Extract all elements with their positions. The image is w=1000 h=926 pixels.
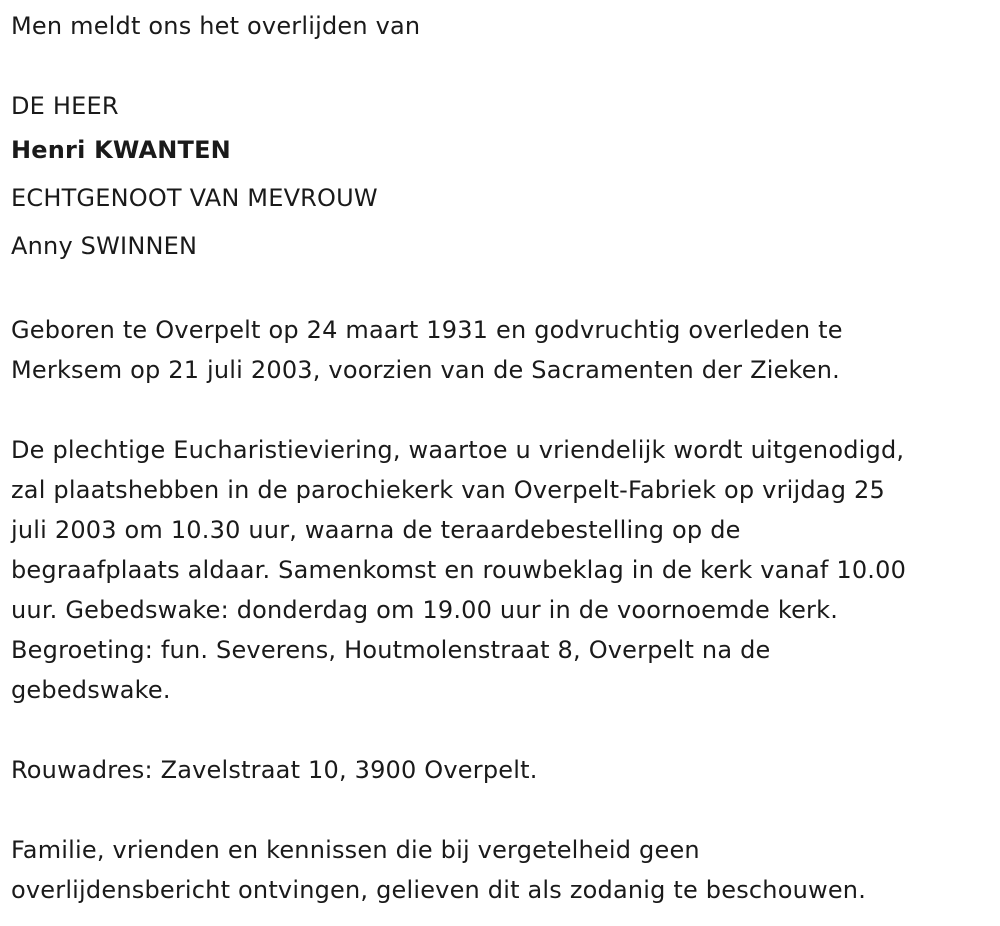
paragraph-line: Familie, vrienden en kennissen die bij vergetelheid geen — [11, 836, 700, 864]
birth-death-paragraph — [11, 310, 996, 390]
paragraph-line: De plechtige Eucharistieviering, waartoe u vriendelijk wordt uitgenodigd, — [11, 436, 905, 464]
paragraph-line: zal plaatshebben in de parochiekerk van Overpelt-Fabriek op vrijdag 25 — [11, 476, 885, 504]
paragraph-line: juli 2003 om 10.30 uur, waarna de teraardebestelling op de — [11, 516, 741, 544]
intro-text: Men meldt ons het overlijden van — [11, 12, 421, 40]
paragraph-line: Begroeting: fun. Severens, Houtmolenstraat 8, Overpelt na de — [11, 636, 771, 664]
paragraph-line: Geboren te Overpelt op 24 maart 1931 en godvruchtig overleden te — [11, 316, 843, 344]
spouse-name: Anny SWINNEN — [11, 232, 198, 260]
paragraph-line: overlijdensbericht ontvingen, gelieven dit als zodanig te beschouwen. — [11, 876, 867, 904]
paragraph-line: gebedswake. — [11, 676, 171, 704]
paragraph-line: uur. Gebedswake: donderdag om 19.00 uur in de voornoemde kerk. — [11, 596, 839, 624]
closing-paragraph — [11, 830, 996, 910]
honorific: DE HEER — [11, 92, 119, 120]
mourning-address: Rouwadres: Zavelstraat 10, 3900 Overpelt. — [11, 756, 538, 784]
paragraph-line: begraafplaats aldaar. Samenkomst en rouwbeklag in de kerk vanaf 10.00 — [11, 556, 907, 584]
spouse-prefix: ECHTGENOOT VAN MEVROUW — [11, 184, 378, 212]
ceremony-paragraph — [11, 430, 996, 710]
paragraph-line: Merksem op 21 juli 2003, voorzien van de Sacramenten der Zieken. — [11, 356, 840, 384]
deceased-name: Henri KWANTEN — [11, 136, 231, 164]
